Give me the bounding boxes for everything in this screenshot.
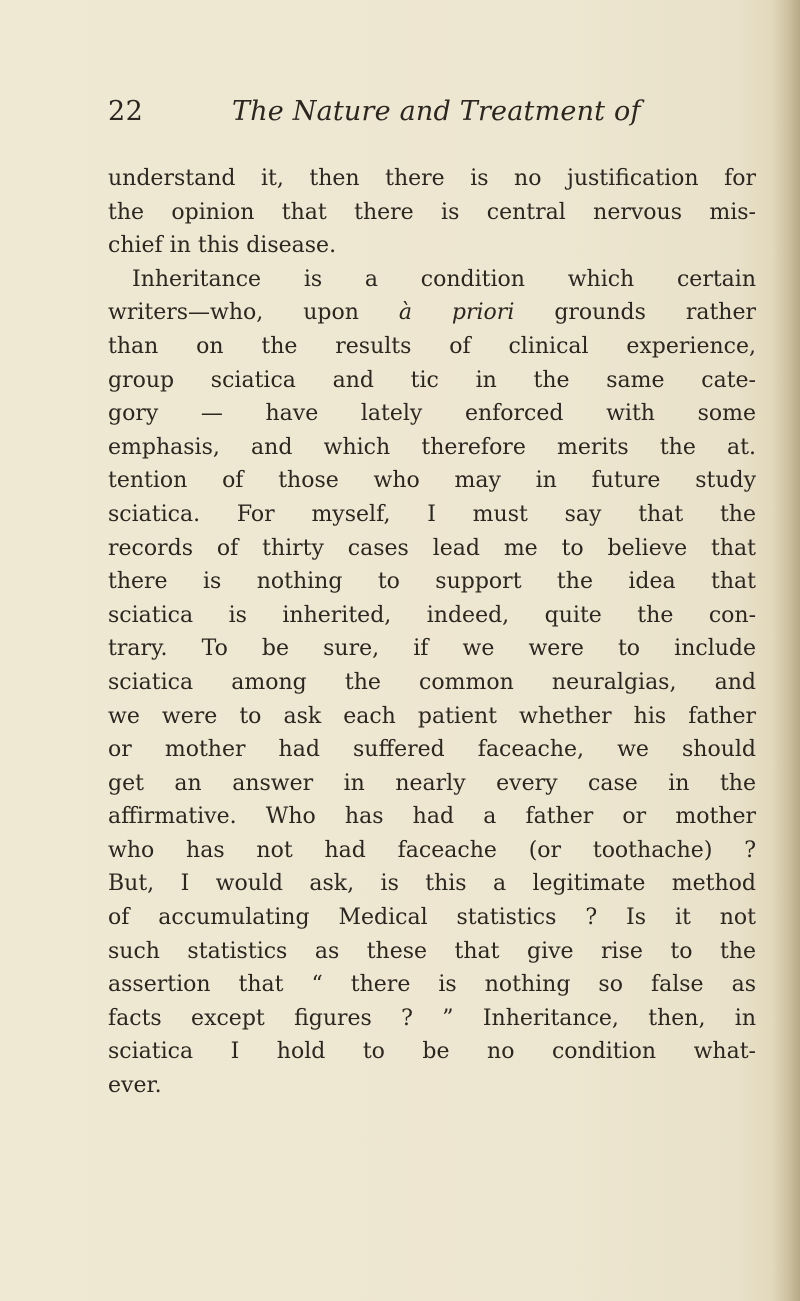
italic-phrase: à priori — [398, 300, 515, 326]
text-fragment: grounds rather — [554, 300, 756, 326]
text-line: sciatica is inherited, indeed, quite the con- — [108, 602, 756, 628]
text-line: gory — have lately enforced with some — [108, 401, 756, 427]
text-fragment: writers—who, upon — [108, 300, 359, 326]
running-head — [108, 96, 748, 140]
text-line: tention of those who may in future study — [108, 468, 756, 494]
text-line: of accumulating Medical statistics ? Is it not — [108, 905, 756, 931]
text-line: than on the results of clinical experience, — [108, 333, 756, 359]
text-line: understand it, then there is no justification for — [108, 166, 756, 191]
text-line: ever. — [108, 1073, 162, 1099]
text-line: we were to ask each patient whether his father — [108, 703, 756, 729]
running-title: The Nature and Treatment of — [232, 96, 641, 127]
text-line: emphasis, and which therefore merits the at. — [108, 434, 756, 460]
text-line: such statistics as these that give rise to the — [108, 938, 756, 964]
text-line: assertion that “ there is nothing so false as — [108, 972, 756, 998]
text-line-with-italic — [108, 296, 756, 330]
page-number: 22 — [108, 96, 144, 127]
text-line: trary. To be sure, if we were to include — [108, 636, 756, 662]
text-line: the opinion that there is central nervous mis- — [108, 199, 756, 225]
text-line: facts except figures ? ” Inheritance, then, in — [108, 1005, 756, 1031]
text-line: there is nothing to support the idea that — [108, 569, 756, 595]
text-line: chief in this disease. — [108, 233, 337, 259]
text-line: sciatica. For myself, I must say that the — [108, 501, 756, 527]
text-line: sciatica I hold to be no condition what- — [108, 1039, 756, 1065]
text-line: records of thirty cases lead me to believe that — [108, 535, 756, 561]
page-edge-shadow — [772, 0, 800, 1301]
text-line: affirmative. Who has had a father or mother — [108, 804, 756, 830]
text-line: who has not had faceache (or toothache) ? — [108, 837, 756, 863]
text-line: sciatica among the common neuralgias, and — [108, 669, 756, 695]
text-line: But, I would ask, is this a legitimate method — [108, 871, 756, 897]
text-line: get an answer in nearly every case in the — [108, 770, 756, 796]
text-line: group sciatica and tic in the same cate- — [108, 367, 756, 393]
body-text — [108, 162, 756, 1103]
text-line: or mother had suffered faceache, we should — [108, 737, 756, 763]
text-line: Inheritance is a condition which certain — [132, 266, 756, 292]
